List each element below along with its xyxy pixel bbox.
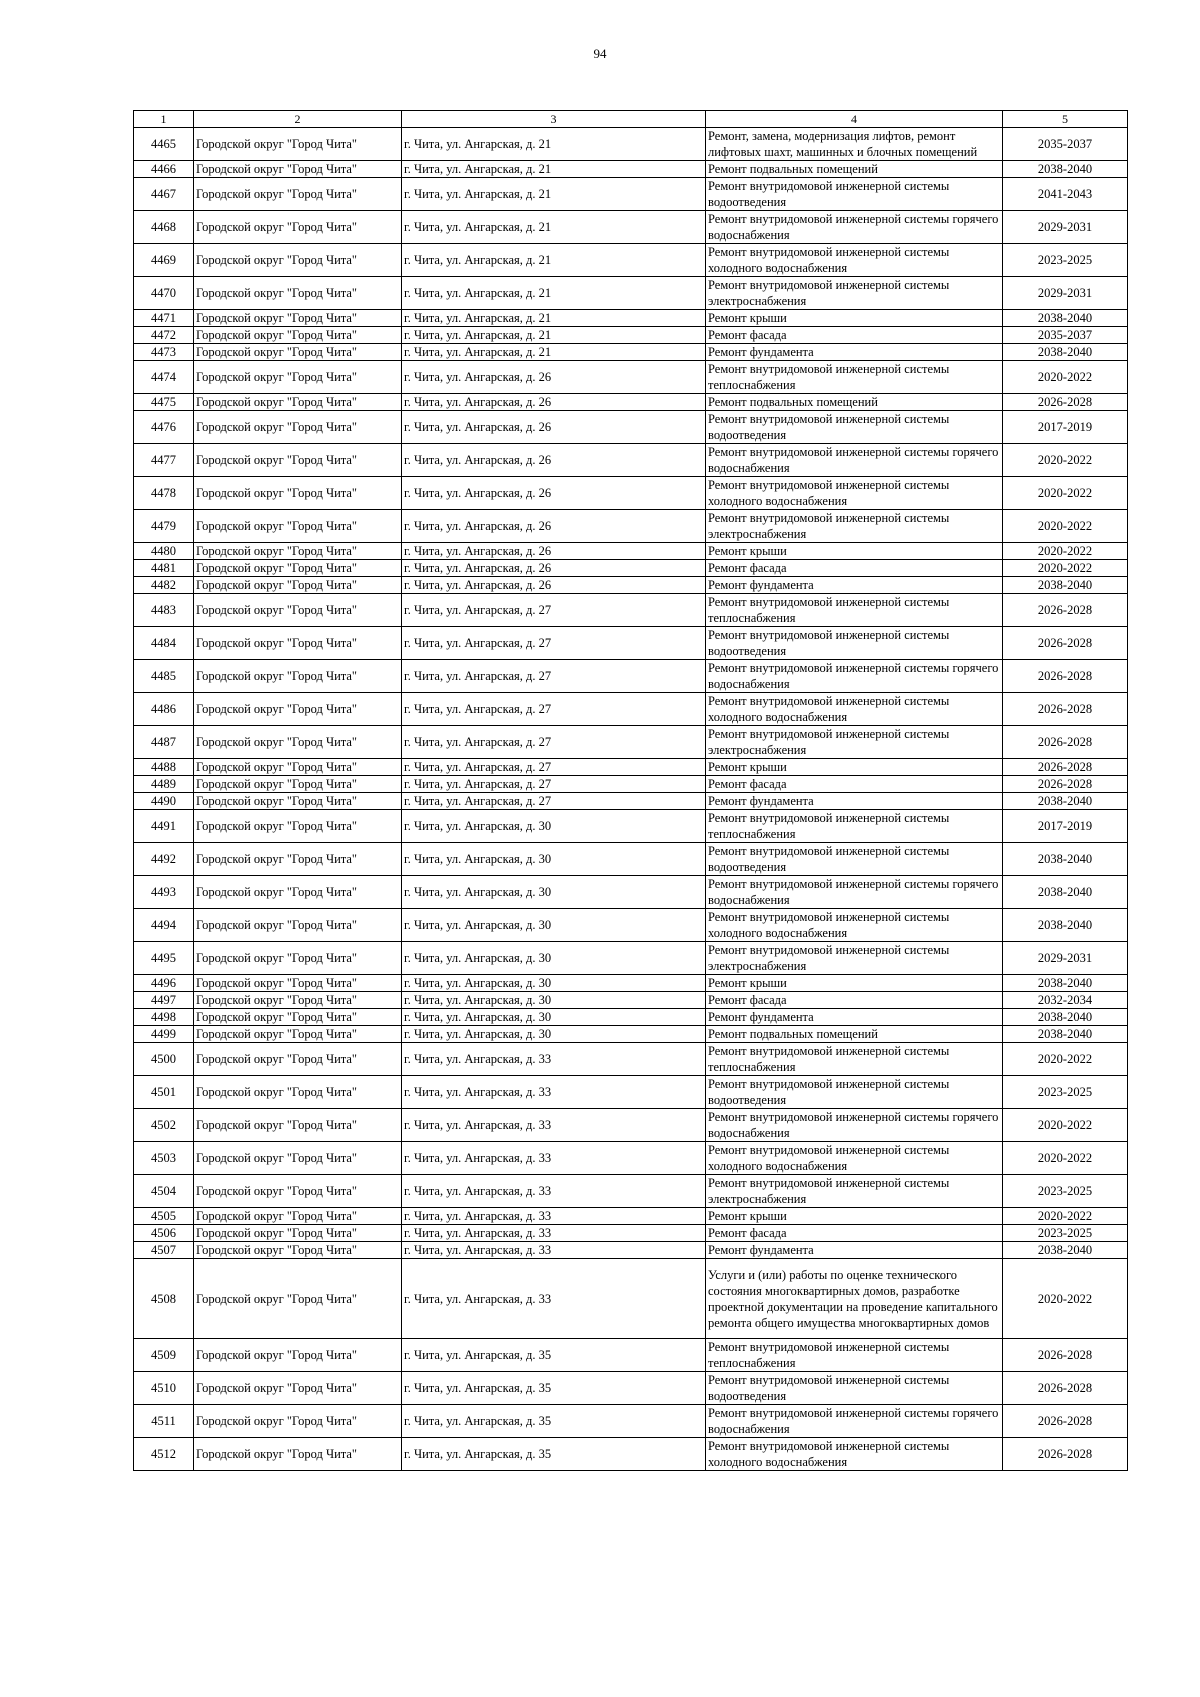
address-cell: г. Чита, ул. Ангарская, д. 26 (402, 543, 706, 560)
row-number-cell: 4466 (134, 161, 194, 178)
period-cell: 2038-2040 (1003, 975, 1128, 992)
table-row (134, 394, 1128, 411)
work-type-cell: Ремонт внутридомовой инженерной системы холодного водоснабжения (706, 244, 1003, 277)
table-row (134, 1026, 1128, 1043)
row-number-cell: 4504 (134, 1175, 194, 1208)
address-cell: г. Чита, ул. Ангарская, д. 21 (402, 161, 706, 178)
period-cell: 2020-2022 (1003, 560, 1128, 577)
row-number-cell: 4505 (134, 1208, 194, 1225)
work-type-cell: Ремонт внутридомовой инженерной системы холодного водоснабжения (706, 1438, 1003, 1471)
period-cell: 2020-2022 (1003, 510, 1128, 543)
address-cell: г. Чита, ул. Ангарская, д. 30 (402, 992, 706, 1009)
address-cell: г. Чита, ул. Ангарская, д. 30 (402, 909, 706, 942)
work-type-cell: Ремонт внутридомовой инженерной системы водоотведения (706, 178, 1003, 211)
period-cell: 2041-2043 (1003, 178, 1128, 211)
work-type-cell: Ремонт внутридомовой инженерной системы горячего водоснабжения (706, 660, 1003, 693)
municipality-cell: Городской округ "Город Чита" (194, 244, 402, 277)
period-cell: 2038-2040 (1003, 310, 1128, 327)
address-cell: г. Чита, ул. Ангарская, д. 30 (402, 810, 706, 843)
table-row (134, 876, 1128, 909)
period-cell: 2020-2022 (1003, 1259, 1128, 1339)
work-type-cell: Ремонт фундамента (706, 1009, 1003, 1026)
period-cell: 2017-2019 (1003, 411, 1128, 444)
row-number-cell: 4509 (134, 1339, 194, 1372)
table-row (134, 1372, 1128, 1405)
row-number-cell: 4494 (134, 909, 194, 942)
period-cell: 2026-2028 (1003, 1372, 1128, 1405)
municipality-cell: Городской округ "Город Чита" (194, 1043, 402, 1076)
address-cell: г. Чита, ул. Ангарская, д. 33 (402, 1259, 706, 1339)
municipality-cell: Городской округ "Город Чита" (194, 1208, 402, 1225)
municipality-cell: Городской округ "Город Чита" (194, 1109, 402, 1142)
row-number-cell: 4483 (134, 594, 194, 627)
address-cell: г. Чита, ул. Ангарская, д. 33 (402, 1109, 706, 1142)
row-number-cell: 4479 (134, 510, 194, 543)
work-type-cell: Ремонт, замена, модернизация лифтов, ремонт лифтовых шахт, машинных и блочных помещений (706, 128, 1003, 161)
row-number-cell: 4499 (134, 1026, 194, 1043)
table-row (134, 543, 1128, 560)
row-number-cell: 4497 (134, 992, 194, 1009)
row-number-cell: 4510 (134, 1372, 194, 1405)
period-cell: 2029-2031 (1003, 942, 1128, 975)
municipality-cell: Городской округ "Город Чита" (194, 128, 402, 161)
work-type-cell: Ремонт крыши (706, 1208, 1003, 1225)
row-number-cell: 4480 (134, 543, 194, 560)
period-cell: 2020-2022 (1003, 1109, 1128, 1142)
municipality-cell: Городской округ "Город Чита" (194, 693, 402, 726)
work-type-cell: Ремонт внутридомовой инженерной системы электроснабжения (706, 1175, 1003, 1208)
table-row (134, 1175, 1128, 1208)
address-cell: г. Чита, ул. Ангарская, д. 21 (402, 128, 706, 161)
municipality-cell: Городской округ "Город Чита" (194, 1076, 402, 1109)
row-number-cell: 4503 (134, 1142, 194, 1175)
row-number-cell: 4512 (134, 1438, 194, 1471)
work-type-cell: Ремонт внутридомовой инженерной системы теплоснабжения (706, 810, 1003, 843)
address-cell: г. Чита, ул. Ангарская, д. 21 (402, 211, 706, 244)
municipality-cell: Городской округ "Город Чита" (194, 277, 402, 310)
row-number-cell: 4495 (134, 942, 194, 975)
table-row (134, 444, 1128, 477)
work-type-cell: Ремонт крыши (706, 759, 1003, 776)
municipality-cell: Городской округ "Город Чита" (194, 992, 402, 1009)
address-cell: г. Чита, ул. Ангарская, д. 26 (402, 361, 706, 394)
work-type-cell: Ремонт внутридомовой инженерной системы холодного водоснабжения (706, 1142, 1003, 1175)
row-number-cell: 4481 (134, 560, 194, 577)
municipality-cell: Городской округ "Город Чита" (194, 1142, 402, 1175)
table-row (134, 1259, 1128, 1339)
table-row (134, 310, 1128, 327)
table-row (134, 1242, 1128, 1259)
municipality-cell: Городской округ "Город Чита" (194, 1026, 402, 1043)
column-header: 5 (1003, 111, 1128, 128)
row-number-cell: 4482 (134, 577, 194, 594)
municipality-cell: Городской округ "Город Чита" (194, 178, 402, 211)
table-row (134, 411, 1128, 444)
work-type-cell: Ремонт фасада (706, 992, 1003, 1009)
work-type-cell: Ремонт внутридомовой инженерной системы теплоснабжения (706, 1043, 1003, 1076)
work-type-cell: Ремонт фундамента (706, 344, 1003, 361)
table-row (134, 1109, 1128, 1142)
address-cell: г. Чита, ул. Ангарская, д. 26 (402, 477, 706, 510)
work-type-cell: Ремонт фундамента (706, 793, 1003, 810)
table-row (134, 560, 1128, 577)
work-type-cell: Ремонт внутридомовой инженерной системы теплоснабжения (706, 594, 1003, 627)
work-type-cell: Ремонт крыши (706, 310, 1003, 327)
address-cell: г. Чита, ул. Ангарская, д. 33 (402, 1076, 706, 1109)
address-cell: г. Чита, ул. Ангарская, д. 30 (402, 843, 706, 876)
work-type-cell: Ремонт внутридомовой инженерной системы водоотведения (706, 843, 1003, 876)
work-type-cell: Ремонт внутридомовой инженерной системы горячего водоснабжения (706, 876, 1003, 909)
row-number-cell: 4511 (134, 1405, 194, 1438)
row-number-cell: 4488 (134, 759, 194, 776)
period-cell: 2035-2037 (1003, 327, 1128, 344)
row-number-cell: 4498 (134, 1009, 194, 1026)
row-number-cell: 4496 (134, 975, 194, 992)
period-cell: 2038-2040 (1003, 1242, 1128, 1259)
period-cell: 2026-2028 (1003, 726, 1128, 759)
work-type-cell: Ремонт внутридомовой инженерной системы холодного водоснабжения (706, 909, 1003, 942)
work-type-cell: Ремонт внутридомовой инженерной системы холодного водоснабжения (706, 693, 1003, 726)
table-row (134, 1208, 1128, 1225)
municipality-cell: Городской округ "Город Чита" (194, 975, 402, 992)
period-cell: 2038-2040 (1003, 1026, 1128, 1043)
address-cell: г. Чита, ул. Ангарская, д. 26 (402, 444, 706, 477)
table-row (134, 1009, 1128, 1026)
period-cell: 2026-2028 (1003, 759, 1128, 776)
period-cell: 2020-2022 (1003, 543, 1128, 560)
municipality-cell: Городской округ "Город Чита" (194, 327, 402, 344)
municipality-cell: Городской округ "Город Чита" (194, 1372, 402, 1405)
row-number-cell: 4506 (134, 1225, 194, 1242)
work-type-cell: Ремонт фасада (706, 1225, 1003, 1242)
period-cell: 2026-2028 (1003, 1339, 1128, 1372)
municipality-cell: Городской округ "Город Чита" (194, 477, 402, 510)
row-number-cell: 4491 (134, 810, 194, 843)
page-number: 94 (593, 46, 607, 61)
address-cell: г. Чита, ул. Ангарская, д. 26 (402, 411, 706, 444)
column-header: 1 (134, 111, 194, 128)
municipality-cell: Городской округ "Город Чита" (194, 726, 402, 759)
work-type-cell: Ремонт подвальных помещений (706, 161, 1003, 178)
municipality-cell: Городской округ "Город Чита" (194, 1405, 402, 1438)
period-cell: 2038-2040 (1003, 161, 1128, 178)
period-cell: 2023-2025 (1003, 1175, 1128, 1208)
row-number-cell: 4472 (134, 327, 194, 344)
table-row (134, 178, 1128, 211)
work-type-cell: Ремонт внутридомовой инженерной системы электроснабжения (706, 510, 1003, 543)
period-cell: 2038-2040 (1003, 909, 1128, 942)
address-cell: г. Чита, ул. Ангарская, д. 33 (402, 1208, 706, 1225)
address-cell: г. Чита, ул. Ангарская, д. 33 (402, 1225, 706, 1242)
table-row (134, 1339, 1128, 1372)
municipality-cell: Городской округ "Город Чита" (194, 793, 402, 810)
period-cell: 2020-2022 (1003, 361, 1128, 394)
municipality-cell: Городской округ "Город Чита" (194, 411, 402, 444)
address-cell: г. Чита, ул. Ангарская, д. 30 (402, 876, 706, 909)
address-cell: г. Чита, ул. Ангарская, д. 26 (402, 560, 706, 577)
address-cell: г. Чита, ул. Ангарская, д. 21 (402, 310, 706, 327)
table-row (134, 942, 1128, 975)
address-cell: г. Чита, ул. Ангарская, д. 35 (402, 1438, 706, 1471)
row-number-cell: 4500 (134, 1043, 194, 1076)
municipality-cell: Городской округ "Город Чита" (194, 361, 402, 394)
address-cell: г. Чита, ул. Ангарская, д. 27 (402, 776, 706, 793)
period-cell: 2020-2022 (1003, 1142, 1128, 1175)
period-cell: 2023-2025 (1003, 1225, 1128, 1242)
period-cell: 2026-2028 (1003, 594, 1128, 627)
municipality-cell: Городской округ "Город Чита" (194, 776, 402, 793)
period-cell: 2026-2028 (1003, 627, 1128, 660)
municipality-cell: Городской округ "Город Чита" (194, 310, 402, 327)
row-number-cell: 4467 (134, 178, 194, 211)
address-cell: г. Чита, ул. Ангарская, д. 33 (402, 1043, 706, 1076)
period-cell: 2017-2019 (1003, 810, 1128, 843)
period-cell: 2026-2028 (1003, 1405, 1128, 1438)
work-type-cell: Ремонт фасада (706, 776, 1003, 793)
table-row (134, 477, 1128, 510)
column-header: 3 (402, 111, 706, 128)
period-cell: 2026-2028 (1003, 693, 1128, 726)
table-row (134, 776, 1128, 793)
table-row (134, 1405, 1128, 1438)
period-cell: 2038-2040 (1003, 577, 1128, 594)
work-type-cell: Ремонт фасада (706, 327, 1003, 344)
address-cell: г. Чита, ул. Ангарская, д. 21 (402, 244, 706, 277)
table-row (134, 344, 1128, 361)
address-cell: г. Чита, ул. Ангарская, д. 30 (402, 975, 706, 992)
period-cell: 2023-2025 (1003, 1076, 1128, 1109)
work-type-cell: Ремонт фасада (706, 560, 1003, 577)
work-type-cell: Ремонт внутридомовой инженерной системы горячего водоснабжения (706, 211, 1003, 244)
municipality-cell: Городской округ "Город Чита" (194, 759, 402, 776)
table-row (134, 810, 1128, 843)
table-row (134, 1043, 1128, 1076)
address-cell: г. Чита, ул. Ангарская, д. 33 (402, 1175, 706, 1208)
municipality-cell: Городской округ "Город Чита" (194, 1225, 402, 1242)
address-cell: г. Чита, ул. Ангарская, д. 21 (402, 178, 706, 211)
address-cell: г. Чита, ул. Ангарская, д. 26 (402, 510, 706, 543)
period-cell: 2023-2025 (1003, 244, 1128, 277)
column-header: 2 (194, 111, 402, 128)
period-cell: 2026-2028 (1003, 660, 1128, 693)
period-cell: 2029-2031 (1003, 211, 1128, 244)
row-number-cell: 4474 (134, 361, 194, 394)
table-row (134, 128, 1128, 161)
row-number-cell: 4486 (134, 693, 194, 726)
work-type-cell: Ремонт фундамента (706, 577, 1003, 594)
column-header-row (134, 111, 1128, 128)
address-cell: г. Чита, ул. Ангарская, д. 35 (402, 1339, 706, 1372)
address-cell: г. Чита, ул. Ангарская, д. 27 (402, 594, 706, 627)
address-cell: г. Чита, ул. Ангарская, д. 30 (402, 942, 706, 975)
address-cell: г. Чита, ул. Ангарская, д. 21 (402, 277, 706, 310)
period-cell: 2026-2028 (1003, 394, 1128, 411)
period-cell: 2038-2040 (1003, 876, 1128, 909)
table-row (134, 594, 1128, 627)
repair-schedule-table (133, 110, 1128, 1471)
period-cell: 2026-2028 (1003, 1438, 1128, 1471)
municipality-cell: Городской округ "Город Чита" (194, 444, 402, 477)
column-header: 4 (706, 111, 1003, 128)
row-number-cell: 4493 (134, 876, 194, 909)
work-type-cell: Ремонт внутридомовой инженерной системы горячего водоснабжения (706, 1109, 1003, 1142)
table-row (134, 759, 1128, 776)
municipality-cell: Городской округ "Город Чита" (194, 843, 402, 876)
work-type-cell: Ремонт подвальных помещений (706, 394, 1003, 411)
municipality-cell: Городской округ "Город Чита" (194, 1175, 402, 1208)
municipality-cell: Городской округ "Город Чита" (194, 560, 402, 577)
municipality-cell: Городской округ "Город Чита" (194, 660, 402, 693)
table-row (134, 1438, 1128, 1471)
period-cell: 2035-2037 (1003, 128, 1128, 161)
work-type-cell: Ремонт внутридомовой инженерной системы холодного водоснабжения (706, 477, 1003, 510)
work-type-cell: Ремонт фундамента (706, 1242, 1003, 1259)
address-cell: г. Чита, ул. Ангарская, д. 27 (402, 660, 706, 693)
municipality-cell: Городской округ "Город Чита" (194, 876, 402, 909)
municipality-cell: Городской округ "Город Чита" (194, 1339, 402, 1372)
address-cell: г. Чита, ул. Ангарская, д. 26 (402, 577, 706, 594)
row-number-cell: 4489 (134, 776, 194, 793)
work-type-cell: Ремонт внутридомовой инженерной системы водоотведения (706, 1372, 1003, 1405)
work-type-cell: Ремонт внутридомовой инженерной системы горячего водоснабжения (706, 444, 1003, 477)
row-number-cell: 4475 (134, 394, 194, 411)
work-type-cell: Ремонт подвальных помещений (706, 1026, 1003, 1043)
table-row (134, 277, 1128, 310)
table-row (134, 726, 1128, 759)
table-row (134, 1225, 1128, 1242)
municipality-cell: Городской округ "Город Чита" (194, 543, 402, 560)
municipality-cell: Городской округ "Город Чита" (194, 394, 402, 411)
period-cell: 2029-2031 (1003, 277, 1128, 310)
row-number-cell: 4485 (134, 660, 194, 693)
table-row (134, 510, 1128, 543)
address-cell: г. Чита, ул. Ангарская, д. 21 (402, 344, 706, 361)
table-row (134, 793, 1128, 810)
address-cell: г. Чита, ул. Ангарская, д. 30 (402, 1009, 706, 1026)
address-cell: г. Чита, ул. Ангарская, д. 27 (402, 693, 706, 726)
municipality-cell: Городской округ "Город Чита" (194, 627, 402, 660)
work-type-cell: Ремонт внутридомовой инженерной системы теплоснабжения (706, 1339, 1003, 1372)
work-type-cell: Ремонт внутридомовой инженерной системы водоотведения (706, 627, 1003, 660)
municipality-cell: Городской округ "Город Чита" (194, 942, 402, 975)
address-cell: г. Чита, ул. Ангарская, д. 26 (402, 394, 706, 411)
work-type-cell: Ремонт внутридомовой инженерной системы горячего водоснабжения (706, 1405, 1003, 1438)
period-cell: 2038-2040 (1003, 793, 1128, 810)
table-row (134, 327, 1128, 344)
period-cell: 2020-2022 (1003, 1208, 1128, 1225)
table-row (134, 244, 1128, 277)
address-cell: г. Чита, ул. Ангарская, д. 21 (402, 327, 706, 344)
row-number-cell: 4490 (134, 793, 194, 810)
row-number-cell: 4501 (134, 1076, 194, 1109)
row-number-cell: 4473 (134, 344, 194, 361)
row-number-cell: 4484 (134, 627, 194, 660)
table-row (134, 660, 1128, 693)
municipality-cell: Городской округ "Город Чита" (194, 594, 402, 627)
work-type-cell: Ремонт внутридомовой инженерной системы водоотведения (706, 411, 1003, 444)
work-type-cell: Ремонт внутридомовой инженерной системы электроснабжения (706, 726, 1003, 759)
period-cell: 2032-2034 (1003, 992, 1128, 1009)
period-cell: 2020-2022 (1003, 1043, 1128, 1076)
row-number-cell: 4465 (134, 128, 194, 161)
municipality-cell: Городской округ "Город Чита" (194, 510, 402, 543)
municipality-cell: Городской округ "Город Чита" (194, 1242, 402, 1259)
row-number-cell: 4470 (134, 277, 194, 310)
row-number-cell: 4468 (134, 211, 194, 244)
address-cell: г. Чита, ул. Ангарская, д. 35 (402, 1372, 706, 1405)
row-number-cell: 4502 (134, 1109, 194, 1142)
table-row (134, 909, 1128, 942)
table-row (134, 992, 1128, 1009)
municipality-cell: Городской округ "Город Чита" (194, 211, 402, 244)
work-type-cell: Ремонт внутридомовой инженерной системы теплоснабжения (706, 361, 1003, 394)
address-cell: г. Чита, ул. Ангарская, д. 27 (402, 793, 706, 810)
table-row (134, 627, 1128, 660)
period-cell: 2020-2022 (1003, 477, 1128, 510)
address-cell: г. Чита, ул. Ангарская, д. 33 (402, 1142, 706, 1175)
row-number-cell: 4471 (134, 310, 194, 327)
address-cell: г. Чита, ул. Ангарская, д. 33 (402, 1242, 706, 1259)
municipality-cell: Городской округ "Город Чита" (194, 1259, 402, 1339)
table-row (134, 843, 1128, 876)
table-row (134, 211, 1128, 244)
row-number-cell: 4492 (134, 843, 194, 876)
work-type-cell: Ремонт крыши (706, 975, 1003, 992)
period-cell: 2038-2040 (1003, 1009, 1128, 1026)
municipality-cell: Городской округ "Город Чита" (194, 1009, 402, 1026)
row-number-cell: 4469 (134, 244, 194, 277)
address-cell: г. Чита, ул. Ангарская, д. 27 (402, 627, 706, 660)
table-row (134, 693, 1128, 726)
period-cell: 2038-2040 (1003, 843, 1128, 876)
municipality-cell: Городской округ "Город Чита" (194, 161, 402, 178)
table-row (134, 1142, 1128, 1175)
address-cell: г. Чита, ул. Ангарская, д. 35 (402, 1405, 706, 1438)
municipality-cell: Городской округ "Город Чита" (194, 577, 402, 594)
table-row (134, 161, 1128, 178)
municipality-cell: Городской округ "Город Чита" (194, 909, 402, 942)
row-number-cell: 4476 (134, 411, 194, 444)
row-number-cell: 4478 (134, 477, 194, 510)
table-row (134, 975, 1128, 992)
work-type-cell: Ремонт внутридомовой инженерной системы электроснабжения (706, 942, 1003, 975)
table-row (134, 577, 1128, 594)
address-cell: г. Чита, ул. Ангарская, д. 30 (402, 1026, 706, 1043)
row-number-cell: 4507 (134, 1242, 194, 1259)
period-cell: 2026-2028 (1003, 776, 1128, 793)
row-number-cell: 4477 (134, 444, 194, 477)
table-row (134, 361, 1128, 394)
row-number-cell: 4508 (134, 1259, 194, 1339)
table-row (134, 1076, 1128, 1109)
work-type-cell: Ремонт внутридомовой инженерной системы электроснабжения (706, 277, 1003, 310)
work-type-cell: Ремонт крыши (706, 543, 1003, 560)
table-body (134, 111, 1128, 1471)
municipality-cell: Городской округ "Город Чита" (194, 810, 402, 843)
period-cell: 2020-2022 (1003, 444, 1128, 477)
row-number-cell: 4487 (134, 726, 194, 759)
municipality-cell: Городской округ "Город Чита" (194, 344, 402, 361)
address-cell: г. Чита, ул. Ангарская, д. 27 (402, 759, 706, 776)
period-cell: 2038-2040 (1003, 344, 1128, 361)
work-type-cell: Услуги и (или) работы по оценке технического состояния многоквартирных домов, разработке проектной документации на проведение капитального ремонта общего имущества многоквартирных домов (706, 1259, 1003, 1339)
work-type-cell: Ремонт внутридомовой инженерной системы водоотведения (706, 1076, 1003, 1109)
municipality-cell: Городской округ "Город Чита" (194, 1438, 402, 1471)
address-cell: г. Чита, ул. Ангарская, д. 27 (402, 726, 706, 759)
